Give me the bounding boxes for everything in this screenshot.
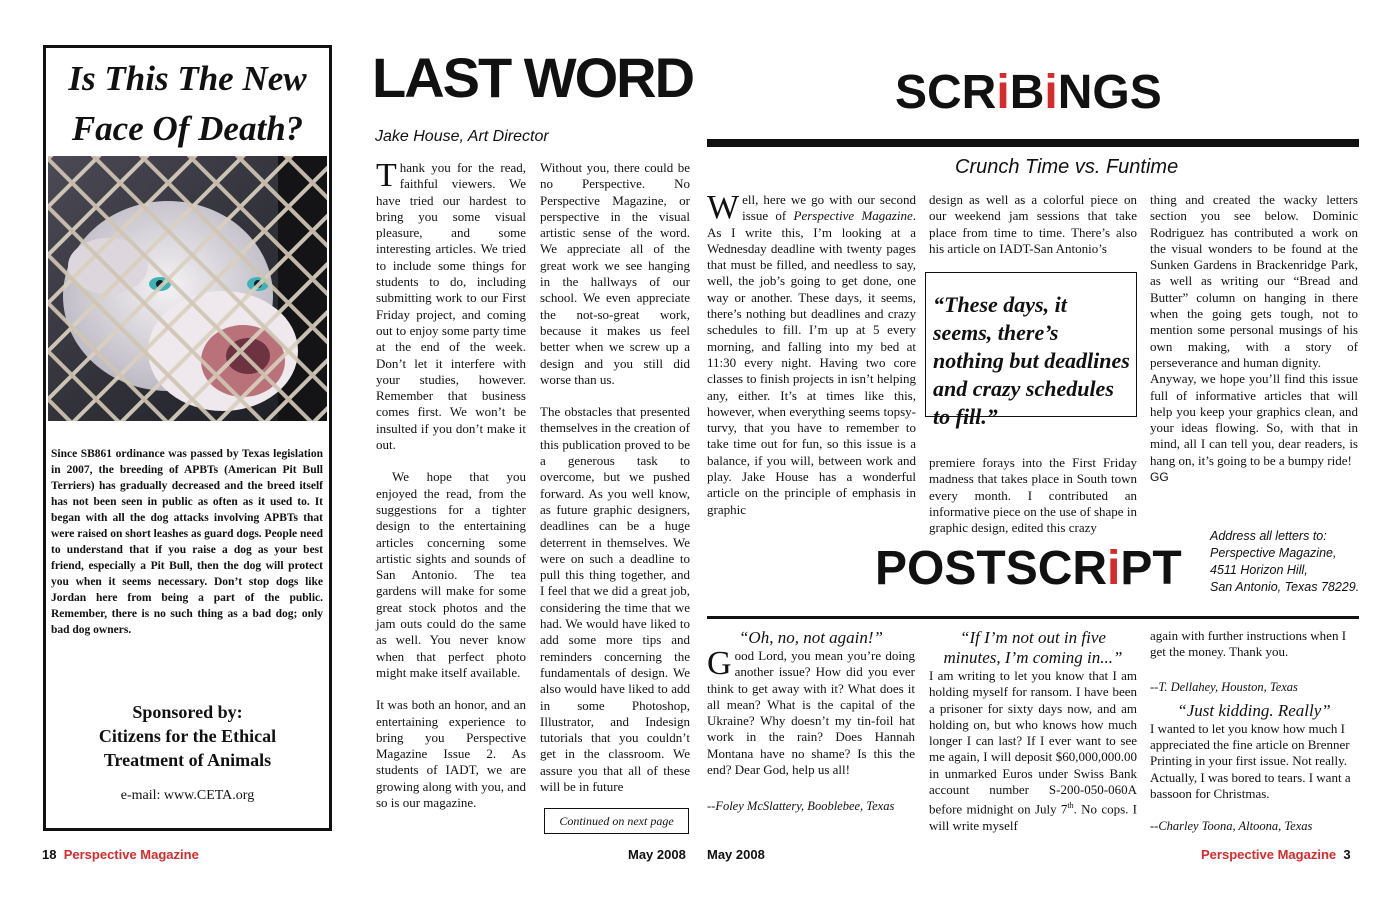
pull-quote: “These days, it seems, there’s nothing but deadlines and crazy schedules to fill.” — [925, 272, 1137, 417]
ad-headline-line2: Face Of Death? — [71, 109, 304, 148]
address-line: 4511 Horizon Hill, — [1210, 563, 1308, 577]
letter-heading-line: “If I’m not out in five — [960, 628, 1106, 647]
address-line: Perspective Magazine, — [1210, 546, 1337, 560]
last-word-column-1 — [376, 157, 526, 840]
letter-body: I wanted to let you know how much I appreciated the fine article on Brenner Printing in your first issue. Not really. Actually, I was bored to tears. I want a bassoon for Christmas. — [1150, 720, 1351, 802]
scribings-paragraph — [707, 189, 916, 518]
letter-heading — [929, 628, 1137, 668]
page-number-right: 3 — [1343, 847, 1351, 862]
ad-headline-line1: Is This The New — [68, 59, 307, 98]
ad-sponsor-line2: Treatment of Animals — [103, 750, 272, 770]
postscript-address — [1210, 528, 1359, 596]
scribings-paragraph: Anyway, we hope you’ll find this issue full of informative articles that will help you keep your graphics clean, and your ideas flowing. So, with that in mind, all I can tell you, dear readers, is hang on, it’s going to be a bumpy ride! — [1150, 371, 1358, 468]
magazine-name-right: Perspective Magazine — [1201, 847, 1337, 862]
last-word-paragraph: It was both an honor, and an entertaining experience to bring you Perspective Magazine Issue 2. As students of IADT, we are growing along with you, and so is our magazine. — [376, 697, 526, 810]
footer-date-right: May 2008 — [707, 847, 765, 862]
paragraph-text: ell, here we go with our second issue of — [742, 192, 916, 224]
paragraph-text: . As I write this, I’m looking at a Wednesday deadline with twenty pages that must be filled, and needless to say, well, the job’s going to get done, one way or another. These days, it seems, there’s nothing but deadlines and crazy schedules to fill. I’m up at 5 every morning, and falling into my bed at 11:30 every night. Having two core classes to finish projects in isn’t helping any, either. It’s at times like this, however, when everything seems topsy-turvy, that you have to remember to take time out for fun, so this issue is a balance, if you will, between work and play. Jake House has a wonderful article on the principle of emphasis in graphic — [707, 208, 916, 517]
scribings-column-3 — [1150, 192, 1358, 512]
letter-heading: “Oh, no, not again!” — [738, 628, 884, 647]
scribings-subtitle: Crunch Time vs. Funtime — [955, 156, 1179, 178]
address-line: Address all letters to: — [1210, 529, 1327, 543]
scribings-title — [895, 64, 1162, 122]
drop-cap: G — [707, 645, 732, 682]
address-line: San Antonio, Texas 78229. — [1210, 580, 1360, 594]
title-accent-letter: i — [996, 66, 1010, 119]
letter-signature: --Charley Toona, Altoona, Texas — [1150, 819, 1313, 834]
ad-box — [43, 45, 332, 831]
postscript-title — [875, 540, 1182, 598]
scribings-paragraph-bottom: premiere forays into the First Friday madness that takes place in South town every month. I contributed an informative piece on the use of shape in graphic design, edited this crazy — [929, 455, 1137, 536]
scribings-paragraph: thing and created the wacky letters section you see below. Dominic Rodriguez has contributed a work on the visual wonders to be found at the Sunken Gardens in Brackenridge Park, as well as writing our “Bread and Butter” column on hanging in there when the going gets tough, not to mention some personal musings of his own making, with a story of perseverance and human dignity. — [1150, 192, 1358, 370]
title-part: PT — [1120, 542, 1182, 595]
last-word-paragraph: Without you, there could be no Perspective. No Perspective Magazine, or perspective in the visual artistic sense of the word. We appreciate all of the great work we see hanging in the hallways of our school. We even appreciate the not-so-great work, because it makes us feel better when we screw up a design and you still did worse than us. — [540, 160, 690, 387]
letter-body — [707, 645, 915, 778]
letter-1 — [707, 628, 915, 815]
footer-date-left: May 2008 — [628, 847, 686, 862]
letter-heading-line: minutes, I’m coming in...” — [943, 648, 1123, 667]
letter-body — [929, 668, 1137, 834]
magazine-name-left: Perspective Magazine — [63, 847, 199, 862]
letter-signature: --T. Dellahey, Houston, Texas — [1150, 679, 1298, 694]
magazine-name-italic: Perspective Magazine — [793, 208, 913, 224]
letter-continued-text: again with further instructions when I get the money. Thank you. — [1150, 628, 1347, 660]
letter-signature: --Foley McSlattery, Booblebee, Texas — [707, 799, 895, 814]
letter-text: . No cops. I will write myself — [929, 801, 1137, 833]
ad-sponsor — [46, 700, 329, 772]
dog-behind-fence-photo — [48, 156, 327, 421]
ad-headline — [46, 54, 329, 154]
title-part: POSTSCR — [875, 542, 1108, 595]
title-accent-letter: i — [1107, 542, 1121, 595]
title-accent-letter: i — [1044, 66, 1058, 119]
letter-heading: “Just kidding. Really” — [1177, 700, 1331, 720]
page-number-left: 18 — [42, 847, 57, 862]
ad-body-text: Since SB861 ordinance was passed by Texas legislation in 2007, the breeding of APBTs (American Pit Bull Terriers) has gradually decreased and the breed itself has not been seen in public as often as it used to. It began with all the dog attacks involving APBTs that were raised on short leashes as guard dogs. People need to understand that if you raise a dog as your best friend, especially a Pit Bull, then the dog will protect you when it seems necessary. Don’t stop dogs like Jordan here from being a part of the public. Remember, there is no such thing as a bad dog; only bad dog owners. — [51, 448, 323, 636]
last-word-paragraph — [376, 157, 526, 453]
letter-text: ood Lord, you mean you’re doing another issue? How did you ever think to get away with it? What does it all mean? What is the capital of the Ukraine? Why doesn’t my tin-foil hat work in the rain? Does Hannah Montana have no shame? Is this the end? Dear God, help us all! — [707, 648, 915, 778]
drop-cap: W — [707, 189, 740, 226]
continued-on-next-page[interactable]: Continued on next page — [544, 808, 689, 834]
scribings-signoff: GG — [1150, 470, 1169, 485]
ad-email[interactable]: e-mail: www.CETA.org — [120, 788, 255, 803]
last-word-paragraph: We hope that you enjoyed the read, from the suggestions for a tighter design to the entertaining articles concerning some artistic sights and sounds of San Antonio. The tea gardens will make for some great stock photos and the jam outs could do the same as well. You never know when that perfect photo might make itself available. — [376, 469, 526, 680]
scribings-column-1 — [707, 189, 916, 522]
last-word-title: LAST WORD — [372, 46, 694, 109]
letter-2 — [929, 628, 1137, 834]
last-word-paragraph: The obstacles that presented themselves in the creation of this publication proved to be a generous task to overcome, but we pushed forward. As you well know, as future graphic designers, deadlines can be a huge deterrent in themselves. We were on such a deadline to pull this thing together, and I feel that we did a great job, considering the time that we had. We would have liked to add some more tips and reminders concerning the fundamentals of design. We also would have liked to add in some Photoshop, Illustrator, and Indesign tutorials that you couldn’t get in the classroom. We assure you that all of these will be in future — [540, 404, 690, 794]
title-part: NGS — [1057, 66, 1162, 119]
title-part: SCR — [895, 66, 997, 119]
paragraph-text: hank you for the read, faithful viewers. We have tried our hardest to bring you some visual pleasure, and some interesting articles. We tried to include some things for students to do, including submitting work to our First Friday project, and coming out to enjoy some party time at the end of the week. Don’t let it interfere with your studies, however. Remember that business comes first. We won’t be insulted if you don’t make it out. — [376, 160, 526, 453]
drop-cap: T — [376, 157, 397, 194]
last-word-column-2 — [540, 160, 690, 800]
ordinal-suffix: th — [1067, 801, 1074, 811]
scribings-paragraph-top: design as well as a colorful piece on our weekend jam sessions that take place from time to time. There’s also his article on IADT-San Antonio’s — [929, 192, 1137, 256]
dog-photo-illustration — [48, 156, 327, 421]
title-part: B — [1009, 66, 1045, 119]
footer-right — [1201, 847, 1351, 862]
footer-left — [42, 847, 199, 862]
last-word-byline: Jake House, Art Director — [375, 128, 549, 145]
ad-sponsor-label: Sponsored by: — [132, 702, 243, 722]
postscript-divider — [707, 616, 1359, 619]
letter-text: I am writing to let you know that I am holding myself for ransom. I have been a prisoner for sixty days now, and am holding on, but who knows how much longer I can last? If I ever want to see me again, I will deposit $60,000,000.00 in unmarked Euros under Swiss Bank account number S-200-050-060A before midnight on July 7 — [929, 668, 1137, 817]
letter-3 — [1150, 628, 1358, 835]
ad-sponsor-line1: Citizens for the Ethical — [98, 726, 277, 746]
scribings-divider — [707, 139, 1359, 147]
